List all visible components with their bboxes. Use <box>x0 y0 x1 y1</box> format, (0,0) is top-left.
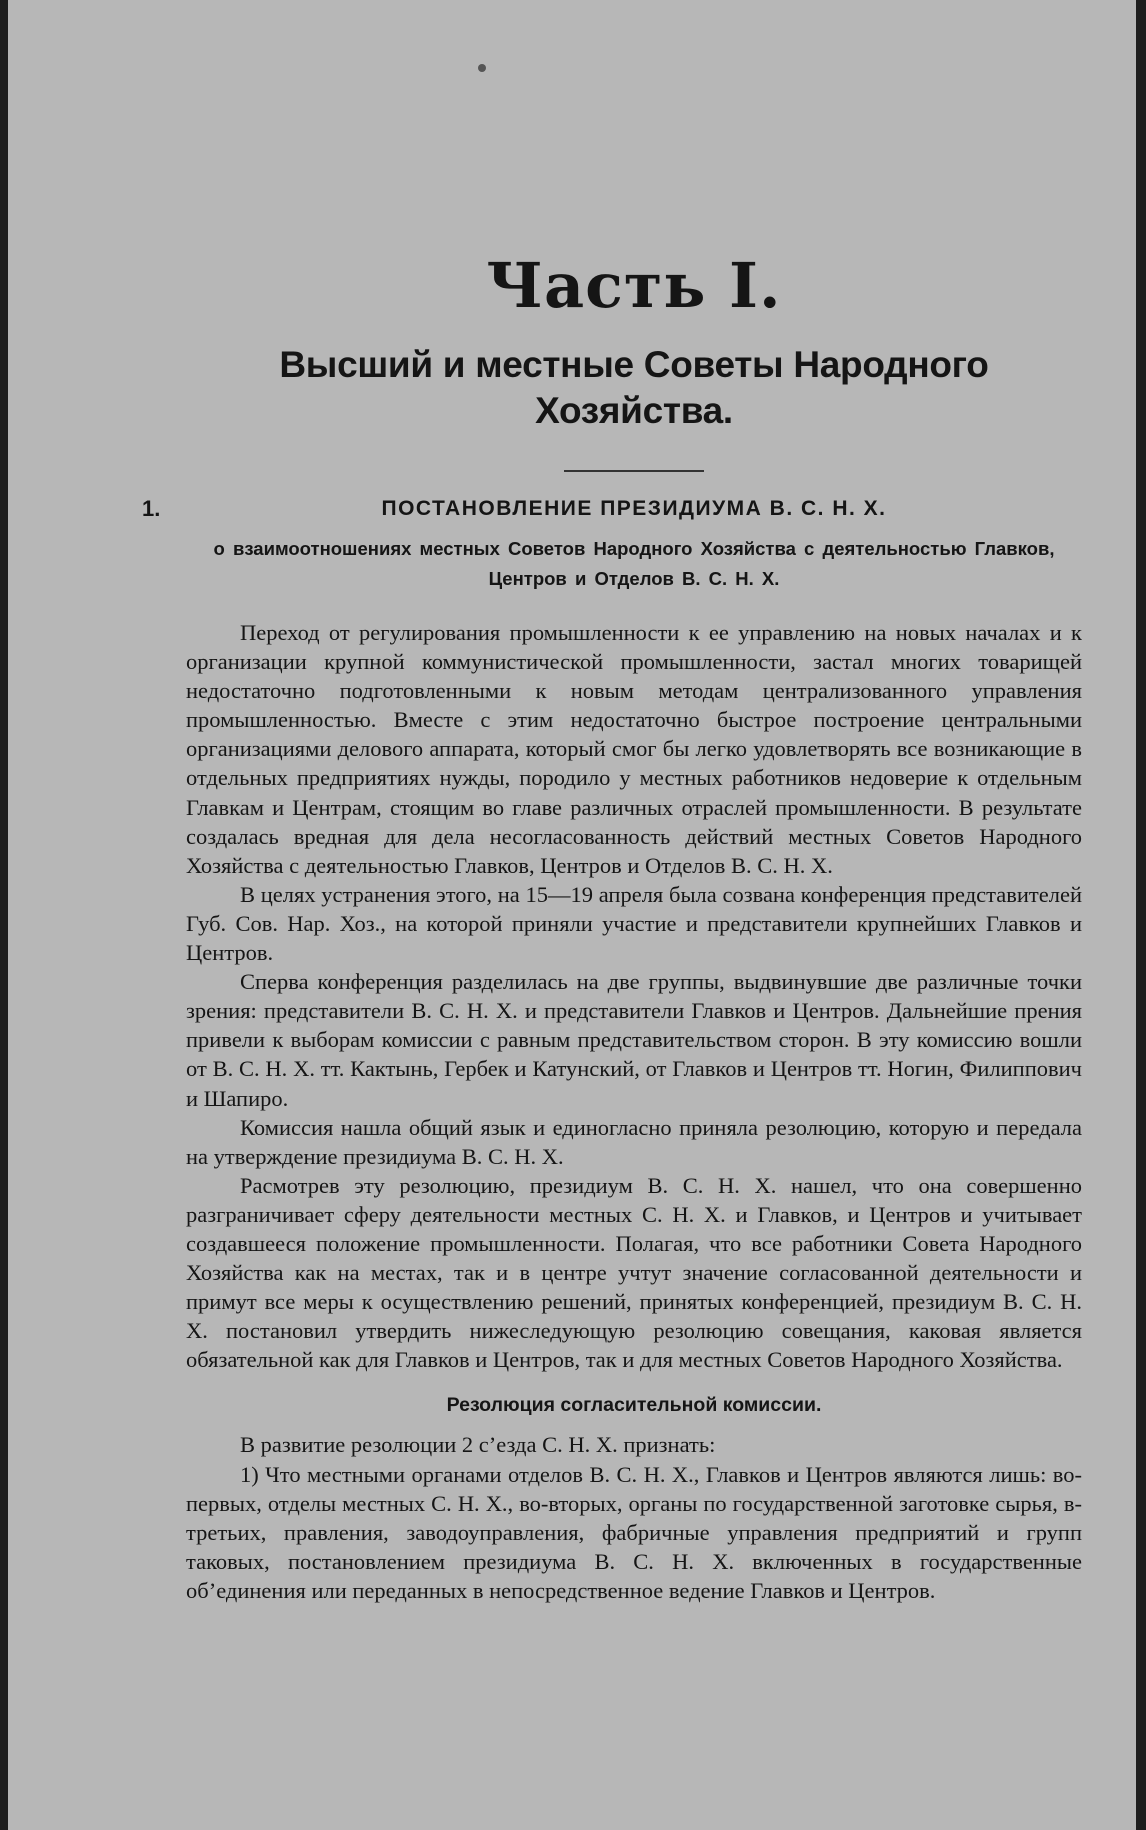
resolution-paragraph: В развитие резолюции 2 с’езда С. Н. Х. признать: <box>240 1432 716 1458</box>
page-content <box>142 249 1082 1605</box>
section-title: Высший и местные Советы Народного Хозяйства. <box>279 344 989 431</box>
document-title: ПОСТАНОВЛЕНИЕ ПРЕЗИДИУМА В. С. Н. Х. <box>381 497 887 520</box>
document-number: 1. <box>142 496 161 521</box>
body-paragraph: Переход от регулирования промышленности к ее управлению на новых началах и к организации крупной коммунистической промышленности, застал многих товарищей недостаточно подготовленными к новым методам централизованного управления промышленностью. Вместе с этим недостаточно быстрое построение центральными организациями делового аппарата, который смог бы легко удовлетворять все возникающие в отдельных предприятиях нужды, породило у местных работников недоверие к отдельным Главкам и Центрам, стоящим во главе различных отраслей промышленности. В результате создалась вредная для дела несогласованность действий местных Советов Народного Хозяйства с деятельностью Главков, Центров и Отделов В. С. Н. Х. <box>186 620 1082 878</box>
document-subtitle: о взаимоотношениях местных Советов Народного Хозяйства с деятельностью Главков, Центров и Отделов В. С. Н. Х. <box>213 538 1055 589</box>
divider-rule <box>564 470 704 472</box>
document-header <box>142 494 1082 594</box>
body-paragraph: Расмотрев эту резолюцию, президиум В. С. Н. Х. нашел, что она совершенно разграничивает сферу деятельности местных С. Н. Х. и Главков, и Центров и учитывает создавшееся положение промышленности. Полагая, что все работники Совета Народного Хозяйства как на местах, так и в центре учтут значение согласованной деятельности и примут все меры к осуществлению решений, принятых конференцией, президиум В. С. Н. Х. постановил утвердить нижеследующую резолюцию совещания, каковая является обязательной как для Главков и Центров, так и для местных Советов Народного Хозяйства. <box>186 1172 1082 1373</box>
resolution-heading: Резолюция согласительной комиссии. <box>446 1394 822 1417</box>
document-body <box>186 618 1082 1605</box>
body-paragraph: Сперва конференция разделилась на две группы, выдвинувшие две различные точки зрения: представители В. С. Н. Х. и представители Главков и Центров. Дальнейшие прения привели к выборам комиссии с равным представительством сторон. В эту комиссию вошли от В. С. Н. Х. тт. Кактынь, Гербек и Катунский, от Главков и Центров тт. Ногин, Филиппович и Шапиро. <box>186 969 1082 1111</box>
scanned-page <box>8 0 1136 1830</box>
part-title: Часть I. <box>486 249 782 322</box>
body-paragraph: Комиссия нашла общий язык и единогласно приняла резолюцию, которую и передала на утверждение президиума В. С. Н. Х. <box>186 1114 1082 1169</box>
resolution-paragraph: 1) Что местными органами отделов В. С. Н. Х., Главков и Центров являются лишь: во-первых, отделы местных С. Н. Х., во-вторых, органы по государственной заготовке сырья, в-третьих, правления, заводоуправления, фабричные управления предприятий и групп таковых, постановлением президиума В. С. Н. Х. включенных в государственные об’единения или переданных в непосредственное ведение Главков и Центров. <box>186 1461 1082 1603</box>
ink-speck <box>478 64 486 72</box>
body-paragraph: В целях устранения этого, на 15—19 апреля была созвана конференция представителей Губ. Сов. Нар. Хоз., на которой приняли участие и представители крупнейших Главков и Центров. <box>186 881 1082 966</box>
